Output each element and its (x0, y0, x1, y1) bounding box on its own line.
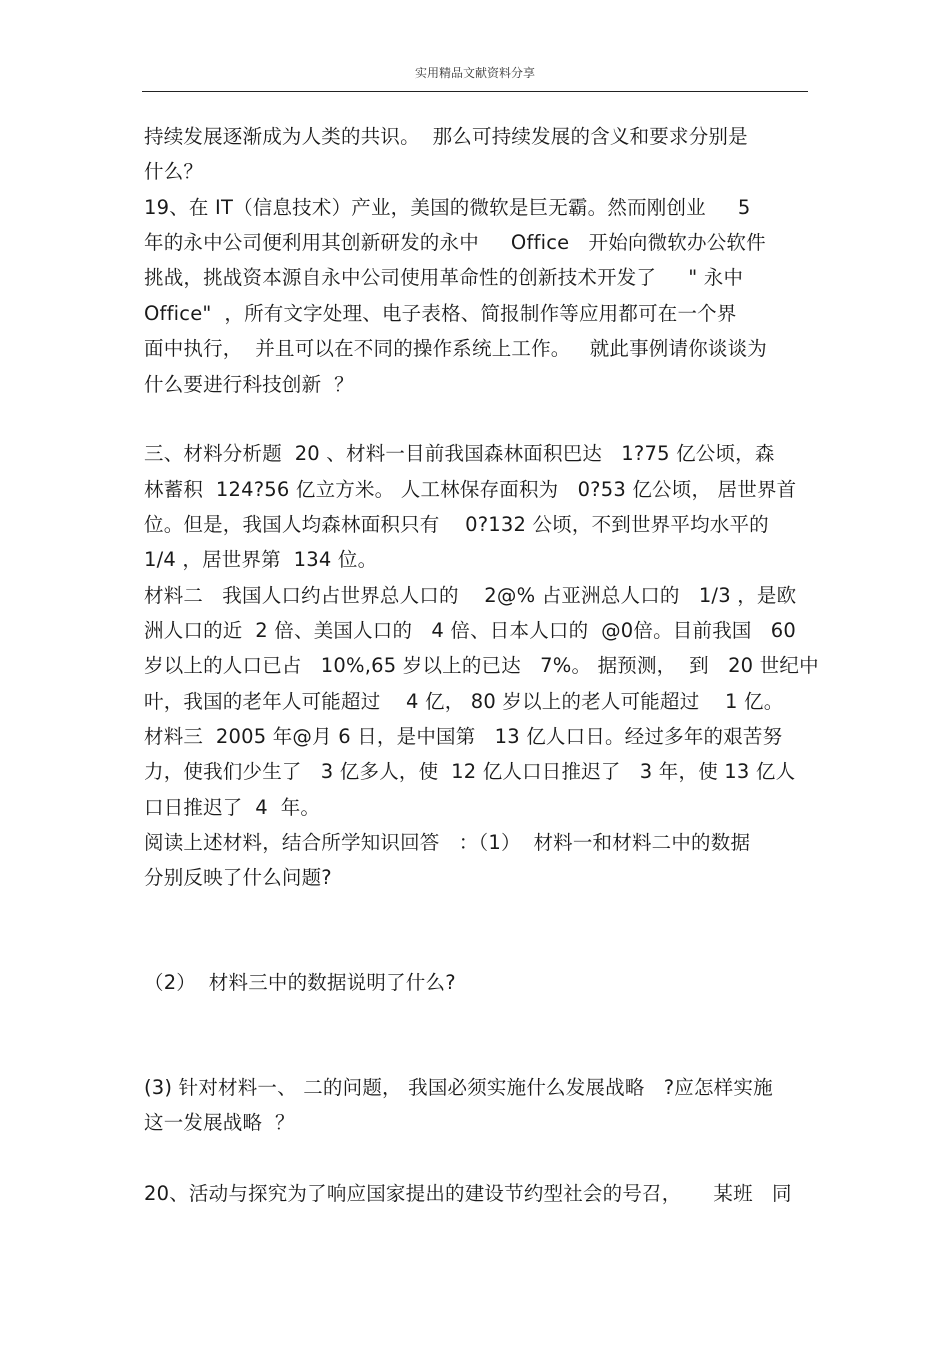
page-header: 实用精品文献资料分享 (414, 66, 535, 80)
text-line: 林蓄积 124?56 亿立方米。 人工林保存面积为 0?53 亿公顷， 居世界首 (144, 478, 797, 501)
text-line: （2） 材料三中的数据说明了什么? (144, 971, 456, 994)
text-line: 岁以上的人口已占 10%,65 岁以上的已达 7%。 据预测， 到 20 世纪中 (144, 654, 819, 677)
text-line: 材料二 我国人口约占世界总人口的 2@% 占亚洲总人口的 1/3 ，是欧 (144, 584, 797, 607)
header-divider (142, 91, 808, 92)
text-line: 面中执行， 并且可以在不同的操作系统上工作。 就此事例请你谈谈为 (144, 337, 767, 360)
text-line: Office" ，所有文字处理、电子表格、简报制作等应用都可在一个界 (144, 302, 737, 325)
text-line: 力，使我们少生了 3 亿多人，使 12 亿人口日推迟了 3 年，使 13 亿人 (144, 760, 796, 783)
text-line: 挑战，挑战资本源自永中公司使用革命性的创新技术开发了 " 永中 (144, 266, 744, 289)
text-line: 叶，我国的老年人可能超过 4 亿， 80 岁以上的老人可能超过 1 亿。 (144, 690, 784, 713)
text-line: 口日推迟了 4 年。 (144, 796, 321, 819)
text-line: 什么要进行科技创新 ？ (144, 373, 354, 396)
text-line: 19、在 IT（信息技术）产业，美国的微软是巨无霸。然而刚创业 5 (144, 196, 751, 219)
text-line: 20、活动与探究为了响应国家提出的建设节约型社会的号召， 某班 同 (144, 1182, 792, 1205)
text-line: 这一发展战略 ？ (144, 1111, 295, 1134)
text-line: 持续发展逐渐成为人类的共识。 那么可持续发展的含义和要求分别是 (144, 125, 748, 148)
text-line: (3) 针对材料一、 二的问题， 我国必须实施什么发展战略 ?应怎样实施 (144, 1076, 773, 1099)
text-line: 1/4 ，居世界第 134 位。 (144, 548, 378, 571)
text-line: 三、材料分析题 20 、材料一目前我国森林面积巴达 1?75 亿公顷，森 (144, 442, 775, 465)
text-line: 材料三 2005 年@月 6 日，是中国第 13 亿人口日。经过多年的艰苦努 (144, 725, 783, 748)
text-line: 年的永中公司便利用其创新研发的永中 Office 开始向微软办公软件 (144, 231, 766, 254)
text-line: 洲人口的近 2 倍、美国人口的 4 倍、日本人口的 @0倍。目前我国 60 (144, 619, 797, 642)
text-line: 阅读上述材料，结合所学知识回答 ：（1） 材料一和材料二中的数据 (144, 831, 751, 854)
text-line: 什么？ (144, 160, 204, 183)
text-line: 分别反映了什么问题? (144, 866, 332, 889)
text-line: 位。但是，我国人均森林面积只有 0?132 公顷，不到世界平均水平的 (144, 513, 769, 536)
